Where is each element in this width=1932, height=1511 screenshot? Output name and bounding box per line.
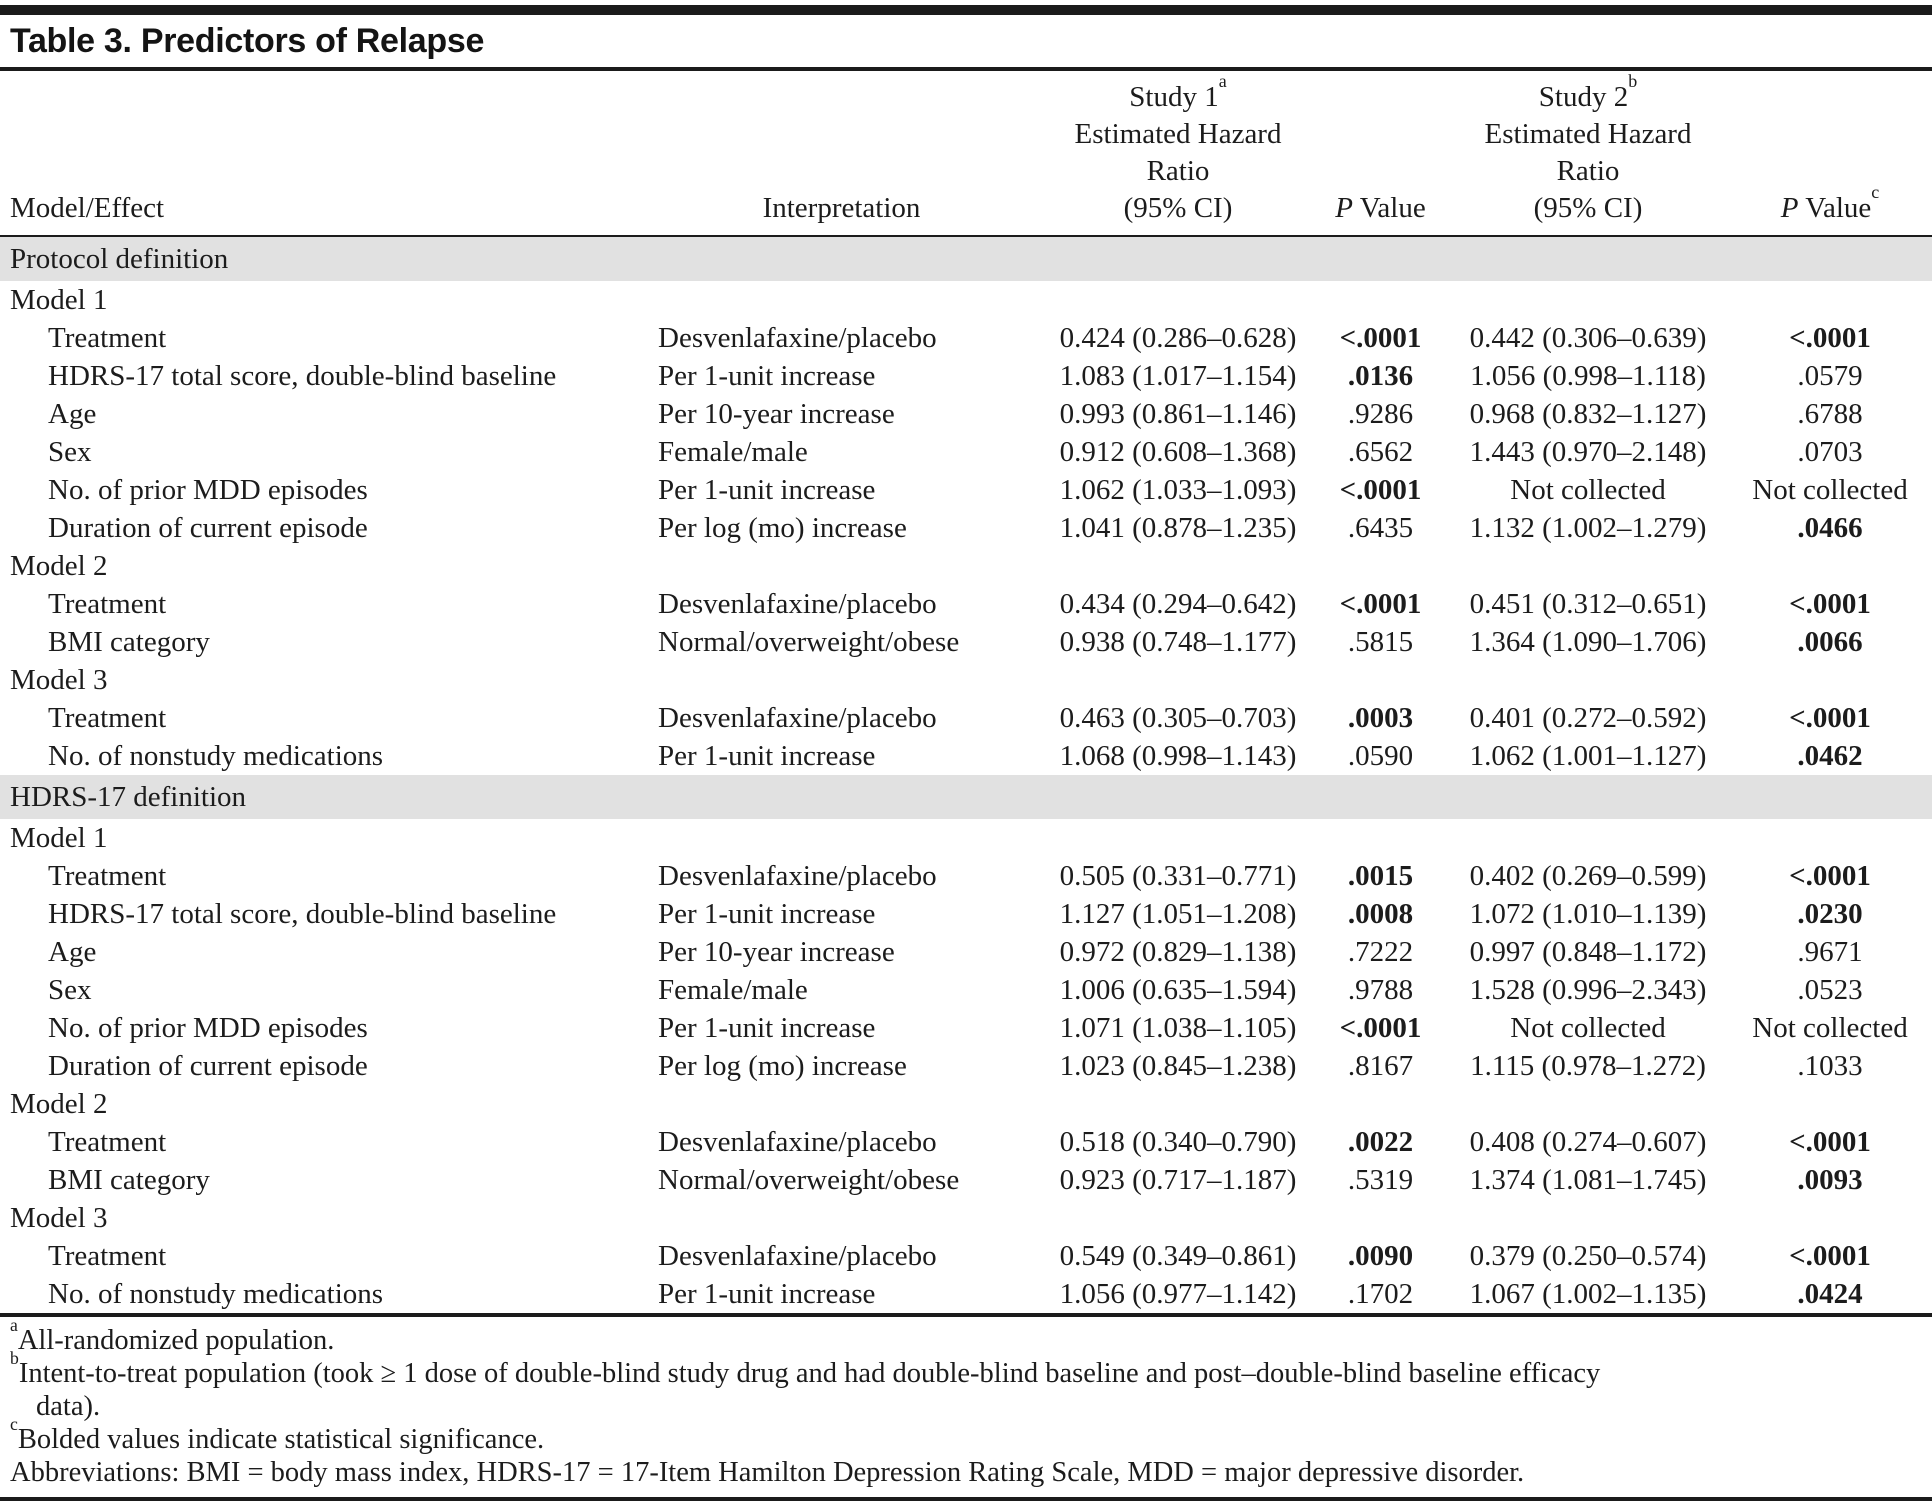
study1-hr-cell: 1.071 (1.038–1.105) <box>1059 1011 1297 1044</box>
table-row <box>0 433 1932 471</box>
study1-hr-cell: 0.923 (0.717–1.187) <box>1059 1163 1297 1196</box>
study1-pvalue-cell: .0022 <box>1347 1125 1414 1158</box>
col-header-model-effect <box>0 71 650 236</box>
effect-cell: Treatment <box>48 1239 167 1272</box>
effect-cell: Sex <box>48 973 92 1006</box>
study2-hr-cell: 1.115 (0.978–1.272) <box>1470 1049 1706 1082</box>
col-header-pvalue-2 <box>1738 71 1932 236</box>
model-label: Model 2 <box>10 1087 108 1120</box>
study2-pvalue-cell: Not collected <box>1752 1011 1908 1044</box>
table-row <box>0 1161 1932 1199</box>
effect-cell: Treatment <box>48 859 167 892</box>
effect-cell: Age <box>48 397 97 430</box>
predictors-of-relapse-table <box>0 71 1932 1313</box>
model-row <box>0 547 1932 585</box>
model-effect-header-label: Model/Effect <box>10 192 165 224</box>
study2-hr-cell: 0.968 (0.832–1.127) <box>1469 397 1707 430</box>
model-row <box>0 661 1932 699</box>
study1-header-label <box>1033 71 1323 116</box>
study1-hr-cell: 0.463 (0.305–0.703) <box>1059 701 1297 734</box>
study2-label: Study 2 <box>1538 81 1629 113</box>
effect-cell: Duration of current episode <box>48 511 368 544</box>
table-row <box>0 857 1932 895</box>
study1-pvalue-cell: <.0001 <box>1339 587 1422 620</box>
interpretation-cell: Desvenlafaxine/placebo <box>658 587 937 620</box>
study2-pvalue-cell: .0066 <box>1797 625 1863 658</box>
study2-hr-cell: 0.442 (0.306–0.639) <box>1469 321 1707 354</box>
study2-pvalue-cell: .0523 <box>1797 973 1863 1006</box>
study1-hr-cell: 1.062 (1.033–1.093) <box>1059 473 1297 506</box>
effect-cell: Treatment <box>48 1125 167 1158</box>
effect-cell: HDRS-17 total score, double-blind baseline <box>48 897 557 930</box>
model-label: Model 1 <box>10 283 108 316</box>
section-header: HDRS-17 definition <box>0 775 1932 819</box>
interpretation-cell: Per 1-unit increase <box>658 739 876 772</box>
interpretation-cell: Per 10-year increase <box>658 935 895 968</box>
study2-hr-cell: 0.401 (0.272–0.592) <box>1469 701 1707 734</box>
study2-pvalue-cell: .0230 <box>1797 897 1863 930</box>
table-row <box>0 471 1932 509</box>
study1-label: Study 1 <box>1129 81 1219 113</box>
table-row <box>0 1123 1932 1161</box>
footnote-abbreviations: Abbreviations: BMI = body mass index, HDRS-17 = 17-Item Hamilton Depression Rating Scale, MDD = major depressive disorder. <box>10 1457 1525 1488</box>
table-row <box>0 737 1932 775</box>
study1-pvalue-cell: .0015 <box>1347 859 1414 892</box>
study1-hr-cell: 0.938 (0.748–1.177) <box>1059 625 1297 658</box>
effect-cell: HDRS-17 total score, double-blind baseline <box>48 359 557 392</box>
study2-pvalue-cell: Not collected <box>1752 473 1908 506</box>
bottom-rule <box>0 1497 1932 1501</box>
top-rule-bar <box>0 5 1932 15</box>
effect-cell: Treatment <box>48 321 167 354</box>
study2-hr-cell: Not collected <box>1510 473 1666 506</box>
study2-pvalue-cell: .6788 <box>1797 397 1863 430</box>
pvalue1-p: P <box>1335 192 1353 224</box>
study1-subheader-line4: (95% CI) <box>1123 192 1233 224</box>
model-row <box>0 1085 1932 1123</box>
study2-pvalue-cell: .0579 <box>1797 359 1863 392</box>
study2-subheader-line3: Ratio <box>1556 155 1620 187</box>
col-header-study1 <box>1033 71 1323 236</box>
interpretation-cell: Desvenlafaxine/placebo <box>658 1125 937 1158</box>
study2-pvalue-cell: <.0001 <box>1789 587 1871 620</box>
col-header-study2 <box>1438 71 1738 236</box>
interpretation-cell: Female/male <box>658 973 808 1006</box>
study1-pvalue-cell: .9788 <box>1347 973 1414 1006</box>
table-row <box>0 1047 1932 1085</box>
study1-hr-cell: 1.006 (0.635–1.594) <box>1059 973 1297 1006</box>
study2-pvalue-cell: .1033 <box>1797 1049 1863 1082</box>
effect-cell: No. of prior MDD episodes <box>48 473 368 506</box>
interpretation-cell: Female/male <box>658 435 808 468</box>
study2-pvalue-cell: .0466 <box>1797 511 1863 544</box>
study1-hr-cell: 0.424 (0.286–0.628) <box>1059 321 1297 354</box>
study2-footnote-marker: b <box>1628 71 1638 92</box>
pvalue2-rest: Value <box>1805 192 1872 224</box>
effect-cell: No. of prior MDD episodes <box>48 1011 368 1044</box>
study1-pvalue-cell: .0090 <box>1347 1239 1414 1272</box>
interpretation-cell: Per log (mo) increase <box>658 1049 907 1082</box>
footnote-b <box>10 1347 1922 1390</box>
study2-pvalue-cell: <.0001 <box>1789 859 1871 892</box>
model-label: Model 1 <box>10 821 108 854</box>
study1-hr-cell: 0.518 (0.340–0.790) <box>1059 1125 1297 1158</box>
table-row <box>0 509 1932 547</box>
study2-hr-cell: 0.402 (0.269–0.599) <box>1469 859 1707 892</box>
study1-footnote-marker: a <box>1218 71 1227 92</box>
model-row <box>0 1199 1932 1237</box>
section-header: Protocol definition <box>0 236 1932 281</box>
effect-cell: Treatment <box>48 587 167 620</box>
interpretation-cell: Per 1-unit increase <box>658 897 876 930</box>
footnotes <box>0 1314 1932 1489</box>
effect-cell: No. of nonstudy medications <box>48 1277 384 1310</box>
study2-hr-cell: 0.408 (0.274–0.607) <box>1469 1125 1707 1158</box>
effect-cell: BMI category <box>48 625 210 658</box>
table-row <box>0 623 1932 661</box>
interpretation-cell: Normal/overweight/obese <box>658 625 960 658</box>
table-row <box>0 971 1932 1009</box>
study1-pvalue-cell: .7222 <box>1347 935 1414 968</box>
model-label: Model 3 <box>10 1201 108 1234</box>
section-header-row <box>0 775 1932 819</box>
study2-pvalue-cell: .0462 <box>1797 739 1863 772</box>
interpretation-cell: Per 10-year increase <box>658 397 895 430</box>
study1-pvalue-cell: .0136 <box>1347 359 1414 392</box>
model-label: Model 3 <box>10 663 108 696</box>
table-row <box>0 395 1932 433</box>
effect-cell: Sex <box>48 435 92 468</box>
interpretation-cell: Desvenlafaxine/placebo <box>658 321 937 354</box>
study1-hr-cell: 0.434 (0.294–0.642) <box>1059 587 1297 620</box>
study1-hr-cell: 0.993 (0.861–1.146) <box>1059 397 1297 430</box>
study1-pvalue-cell: <.0001 <box>1339 1011 1422 1044</box>
model-row <box>0 819 1932 857</box>
pvalue1-header-label <box>1323 190 1438 227</box>
pvalue2-p: P <box>1780 192 1799 224</box>
study2-pvalue-cell: <.0001 <box>1789 701 1871 734</box>
footnote-c-marker: c <box>10 1413 18 1434</box>
interpretation-cell: Per log (mo) increase <box>658 511 907 544</box>
effect-cell: Duration of current episode <box>48 1049 368 1082</box>
study1-pvalue-cell: .8167 <box>1347 1049 1414 1082</box>
study1-hr-cell: 1.041 (0.878–1.235) <box>1059 511 1297 544</box>
study2-hr-cell: 1.132 (1.002–1.279) <box>1469 511 1707 544</box>
study1-hr-cell: 0.549 (0.349–0.861) <box>1059 1239 1297 1272</box>
study1-pvalue-cell: .0008 <box>1347 897 1414 930</box>
interpretation-cell: Per 1-unit increase <box>658 1011 876 1044</box>
study2-hr-cell: 0.451 (0.312–0.651) <box>1469 587 1707 620</box>
study1-hr-cell: 0.972 (0.829–1.138) <box>1059 935 1297 968</box>
study1-subheader-line3: Ratio <box>1146 155 1210 187</box>
footnote-a-marker: a <box>10 1314 18 1335</box>
table-row <box>0 933 1932 971</box>
footnote-c <box>10 1413 1922 1456</box>
interpretation-cell: Per 1-unit increase <box>658 1277 876 1310</box>
study1-pvalue-cell: <.0001 <box>1339 473 1422 506</box>
effect-cell: Age <box>48 935 97 968</box>
study2-hr-cell: 1.364 (1.090–1.706) <box>1469 625 1707 658</box>
table-row <box>0 585 1932 623</box>
table-body <box>0 236 1932 1313</box>
footnote-a-text: All-randomized population. <box>17 1325 335 1356</box>
study1-pvalue-cell: .5319 <box>1347 1163 1414 1196</box>
study2-hr-cell: 1.062 (1.001–1.127) <box>1469 739 1707 772</box>
footnote-b-continued: data). <box>36 1391 101 1422</box>
study2-pvalue-cell: <.0001 <box>1789 1125 1871 1158</box>
study2-pvalue-cell: <.0001 <box>1789 1239 1871 1272</box>
study1-pvalue-cell: .6435 <box>1347 511 1414 544</box>
study1-hr-cell: 1.056 (0.977–1.142) <box>1059 1277 1297 1310</box>
pvalue2-footnote-marker: c <box>1871 182 1880 203</box>
study2-hr-cell: 1.067 (1.002–1.135) <box>1469 1277 1707 1310</box>
effect-cell: No. of nonstudy medications <box>48 739 384 772</box>
study1-pvalue-cell: .0590 <box>1347 739 1414 772</box>
table-row <box>0 1237 1932 1275</box>
study1-pvalue-cell: .9286 <box>1347 397 1414 430</box>
study1-subheader-line2: Estimated Hazard <box>1074 118 1282 150</box>
effect-cell: BMI category <box>48 1163 210 1196</box>
study2-hr-cell: 0.379 (0.250–0.574) <box>1469 1239 1707 1272</box>
pvalue1-rest: Value <box>1359 192 1426 224</box>
table-row <box>0 895 1932 933</box>
study1-hr-cell: 1.068 (0.998–1.143) <box>1059 739 1297 772</box>
study1-pvalue-cell: <.0001 <box>1339 321 1422 354</box>
study2-pvalue-cell: .0424 <box>1797 1277 1863 1310</box>
study1-hr-cell: 1.083 (1.017–1.154) <box>1059 359 1297 392</box>
table-row <box>0 319 1932 357</box>
study2-pvalue-cell: .9671 <box>1797 935 1863 968</box>
interpretation-header-label: Interpretation <box>762 192 921 224</box>
study2-pvalue-cell: .0703 <box>1797 435 1863 468</box>
interpretation-cell: Desvenlafaxine/placebo <box>658 701 937 734</box>
study1-pvalue-cell: .1702 <box>1347 1277 1414 1310</box>
interpretation-cell: Per 1-unit increase <box>658 359 876 392</box>
col-header-interpretation <box>650 71 1033 236</box>
study1-hr-cell: 0.505 (0.331–0.771) <box>1059 859 1297 892</box>
footnote-a <box>10 1314 1922 1357</box>
study1-hr-cell: 1.127 (1.051–1.208) <box>1059 897 1297 930</box>
study2-hr-cell: 1.072 (1.010–1.139) <box>1469 897 1707 930</box>
interpretation-cell: Desvenlafaxine/placebo <box>658 859 937 892</box>
study1-pvalue-cell: .5815 <box>1347 625 1414 658</box>
study2-hr-cell: 1.056 (0.998–1.118) <box>1470 359 1706 392</box>
table-header <box>0 71 1932 236</box>
interpretation-cell: Per 1-unit increase <box>658 473 876 506</box>
table-row <box>0 1275 1932 1313</box>
table-row <box>0 699 1932 737</box>
study2-hr-cell: 0.997 (0.848–1.172) <box>1469 935 1707 968</box>
study2-hr-cell: Not collected <box>1510 1011 1666 1044</box>
study2-pvalue-cell: <.0001 <box>1789 321 1871 354</box>
table-row <box>0 357 1932 395</box>
study2-hr-cell: 1.443 (0.970–2.148) <box>1469 435 1707 468</box>
footnote-b-marker: b <box>10 1347 19 1368</box>
model-row <box>0 281 1932 319</box>
pvalue2-header-label <box>1738 182 1922 227</box>
interpretation-cell: Desvenlafaxine/placebo <box>658 1239 937 1272</box>
table-row <box>0 1009 1932 1047</box>
table-title: Table 3. Predictors of Relapse <box>10 22 485 60</box>
study2-header-label <box>1438 71 1738 116</box>
section-header-row <box>0 236 1932 281</box>
study1-hr-cell: 0.912 (0.608–1.368) <box>1059 435 1297 468</box>
study1-pvalue-cell: .6562 <box>1347 435 1414 468</box>
study1-pvalue-cell: .0003 <box>1347 701 1414 734</box>
footnote-b-text: Intent-to-treat population (took ≥ 1 dose of double-blind study drug and had double-blind baseline and post–double-blind baseline efficacy <box>18 1358 1601 1389</box>
model-label: Model 2 <box>10 549 108 582</box>
study2-subheader-line4: (95% CI) <box>1533 192 1643 224</box>
study2-subheader-line2: Estimated Hazard <box>1484 118 1692 150</box>
interpretation-cell: Normal/overweight/obese <box>658 1163 960 1196</box>
study2-pvalue-cell: .0093 <box>1797 1163 1863 1196</box>
effect-cell: Treatment <box>48 701 167 734</box>
footnote-c-text: Bolded values indicate statistical significance. <box>17 1424 545 1455</box>
study2-hr-cell: 1.374 (1.081–1.745) <box>1469 1163 1707 1196</box>
header-row <box>0 71 1932 236</box>
study2-hr-cell: 1.528 (0.996–2.343) <box>1469 973 1707 1006</box>
study1-hr-cell: 1.023 (0.845–1.238) <box>1059 1049 1297 1082</box>
col-header-pvalue-1 <box>1323 71 1438 236</box>
